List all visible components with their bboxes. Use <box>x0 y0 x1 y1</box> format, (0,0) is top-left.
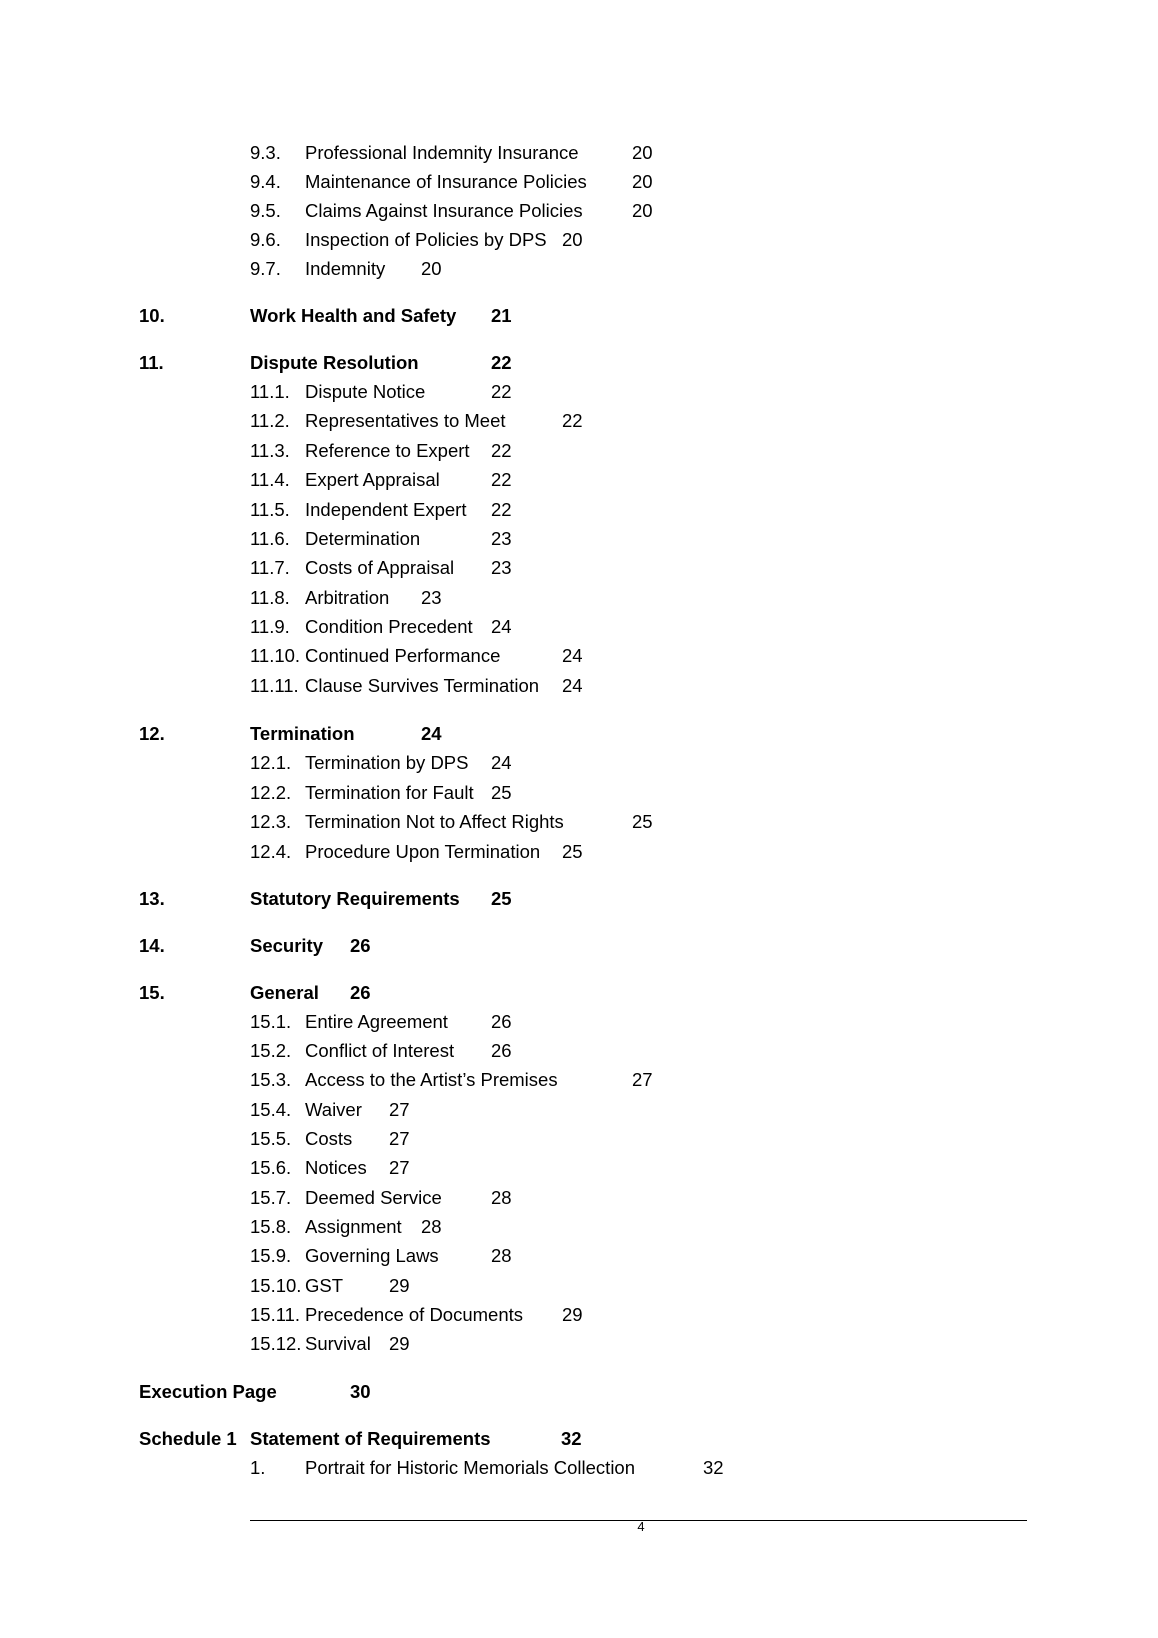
toc-number: 11.1. <box>250 381 290 402</box>
toc-number: 15.3. <box>250 1069 292 1090</box>
toc-page: 29 <box>389 1275 410 1296</box>
toc-number: 15. <box>139 982 165 1003</box>
toc-title: Costs of Appraisal <box>305 557 455 578</box>
page-number: 4 <box>637 1519 645 1534</box>
toc-title: Survival <box>305 1333 371 1354</box>
toc-page: 25 <box>562 841 583 862</box>
toc-page: 20 <box>632 142 653 163</box>
toc-title: Access to the Artist’s Premises <box>305 1069 558 1090</box>
toc-page: 26 <box>350 935 371 956</box>
toc-title: Termination <box>250 723 355 744</box>
toc-page: 25 <box>491 782 512 803</box>
toc-number: 11.7. <box>250 557 290 578</box>
toc-page: 27 <box>389 1128 410 1149</box>
toc-number: 12. <box>139 723 165 744</box>
toc-number: 15.1. <box>250 1011 292 1032</box>
toc-page: 25 <box>491 888 512 909</box>
toc-title: Arbitration <box>305 587 390 608</box>
toc-title: Portrait for Historic Memorials Collection <box>305 1457 636 1478</box>
toc-page: 22 <box>491 469 512 490</box>
toc-number: 12.3. <box>250 811 292 832</box>
toc-title: Professional Indemnity Insurance <box>305 142 579 163</box>
toc-title: Claims Against Insurance Policies <box>305 200 583 221</box>
toc-number: 15.4. <box>250 1099 292 1120</box>
toc-page: 28 <box>491 1187 512 1208</box>
toc-title: Termination by DPS <box>305 752 469 773</box>
toc-page: 24 <box>562 645 583 666</box>
toc-title: Independent Expert <box>305 499 467 520</box>
toc-page: 27 <box>389 1099 410 1120</box>
toc-page: 25 <box>632 811 653 832</box>
toc-number: 9.5. <box>250 200 281 221</box>
toc-number: 9.3. <box>250 142 281 163</box>
toc-title: Indemnity <box>305 258 386 279</box>
toc-title: Inspection of Policies by DPS <box>305 229 547 250</box>
toc-page: 20 <box>421 258 442 279</box>
toc-title: Statement of Requirements <box>250 1428 491 1449</box>
toc-title: Representatives to Meet <box>305 410 506 431</box>
toc-number: 15.10. <box>250 1275 302 1296</box>
toc-page: 32 <box>561 1428 582 1449</box>
toc-page: 29 <box>562 1304 583 1325</box>
toc-page: 28 <box>491 1245 512 1266</box>
toc-number: Schedule 1 <box>139 1428 237 1449</box>
toc-page: 24 <box>421 723 442 744</box>
toc-page: 28 <box>421 1216 442 1237</box>
toc-title: Dispute Resolution <box>250 352 419 373</box>
toc-number: 11.11. <box>250 675 299 696</box>
toc-title: Costs <box>305 1128 353 1149</box>
toc-number: 15.9. <box>250 1245 292 1266</box>
toc-page: 26 <box>350 982 371 1003</box>
toc-number: 11.6. <box>250 528 290 549</box>
toc-page: 22 <box>491 352 512 373</box>
toc-page: 27 <box>389 1157 410 1178</box>
toc-title: Notices <box>305 1157 367 1178</box>
toc-page: 24 <box>562 675 583 696</box>
toc-title: Work Health and Safety <box>250 305 457 326</box>
toc-page: 23 <box>421 587 442 608</box>
toc-title: Continued Performance <box>305 645 501 666</box>
toc-number: 11.5. <box>250 499 290 520</box>
toc-page: 32 <box>703 1457 724 1478</box>
toc-title: Governing Laws <box>305 1245 439 1266</box>
toc-page: 26 <box>491 1040 512 1061</box>
toc-page: 22 <box>491 499 512 520</box>
toc-number: 11.9. <box>250 616 290 637</box>
toc-number: 9.7. <box>250 258 281 279</box>
toc-title: General <box>250 982 319 1003</box>
toc-title: Procedure Upon Termination <box>305 841 541 862</box>
toc-number: 15.12. <box>250 1333 302 1354</box>
toc-page: 24 <box>491 752 512 773</box>
toc-number: 15.6. <box>250 1157 292 1178</box>
toc-title: Conflict of Interest <box>305 1040 455 1061</box>
toc-number: 11.8. <box>250 587 290 608</box>
toc-title: Maintenance of Insurance Policies <box>305 171 587 192</box>
toc-number: 9.6. <box>250 229 281 250</box>
toc-number: 12.2. <box>250 782 292 803</box>
toc-page: 29 <box>389 1333 410 1354</box>
toc-page: 30 <box>350 1381 371 1402</box>
toc-page: 22 <box>491 440 512 461</box>
toc-number: 12.1. <box>250 752 292 773</box>
toc-number: 15.11. <box>250 1304 301 1325</box>
toc-page: 22 <box>562 410 583 431</box>
toc-number: 15.5. <box>250 1128 292 1149</box>
toc-page: 21 <box>491 305 512 326</box>
toc-page: 27 <box>632 1069 653 1090</box>
toc-page: 20 <box>632 200 653 221</box>
toc-page: 20 <box>562 229 583 250</box>
toc-title: Clause Survives Termination <box>305 675 540 696</box>
toc-title: Expert Appraisal <box>305 469 440 490</box>
toc-title: Reference to Expert <box>305 440 470 461</box>
toc-page: 23 <box>491 528 512 549</box>
toc-number: 12.4. <box>250 841 292 862</box>
toc-title: Deemed Service <box>305 1187 442 1208</box>
toc-number: 1. <box>250 1457 266 1478</box>
toc-title: Security <box>250 935 324 956</box>
toc-title: Execution Page <box>139 1381 277 1402</box>
toc-page: 26 <box>491 1011 512 1032</box>
toc-title: Statutory Requirements <box>250 888 460 909</box>
toc-number: 10. <box>139 305 165 326</box>
toc-title: Dispute Notice <box>305 381 426 402</box>
toc-number: 15.8. <box>250 1216 292 1237</box>
toc-title: GST <box>305 1275 344 1296</box>
toc-title: Precedence of Documents <box>305 1304 524 1325</box>
toc-number: 11.3. <box>250 440 290 461</box>
toc-title: Determination <box>305 528 421 549</box>
toc-page: 24 <box>491 616 512 637</box>
toc-title: Termination Not to Affect Rights <box>305 811 564 832</box>
toc-title: Assignment <box>305 1216 402 1237</box>
toc-number: 15.7. <box>250 1187 292 1208</box>
toc-number: 15.2. <box>250 1040 292 1061</box>
toc-number: 11.10. <box>250 645 301 666</box>
toc-number: 11.4. <box>250 469 290 490</box>
toc-title: Waiver <box>305 1099 362 1120</box>
toc-title: Entire Agreement <box>305 1011 448 1032</box>
toc-number: 11. <box>139 352 164 373</box>
toc-page: 22 <box>491 381 512 402</box>
toc-title: Termination for Fault <box>305 782 474 803</box>
toc-number: 14. <box>139 935 165 956</box>
toc-page: 23 <box>491 557 512 578</box>
toc-number: 13. <box>139 888 165 909</box>
toc-title: Condition Precedent <box>305 616 473 637</box>
toc-page: 20 <box>632 171 653 192</box>
toc-number: 11.2. <box>250 410 290 431</box>
toc-number: 9.4. <box>250 171 281 192</box>
